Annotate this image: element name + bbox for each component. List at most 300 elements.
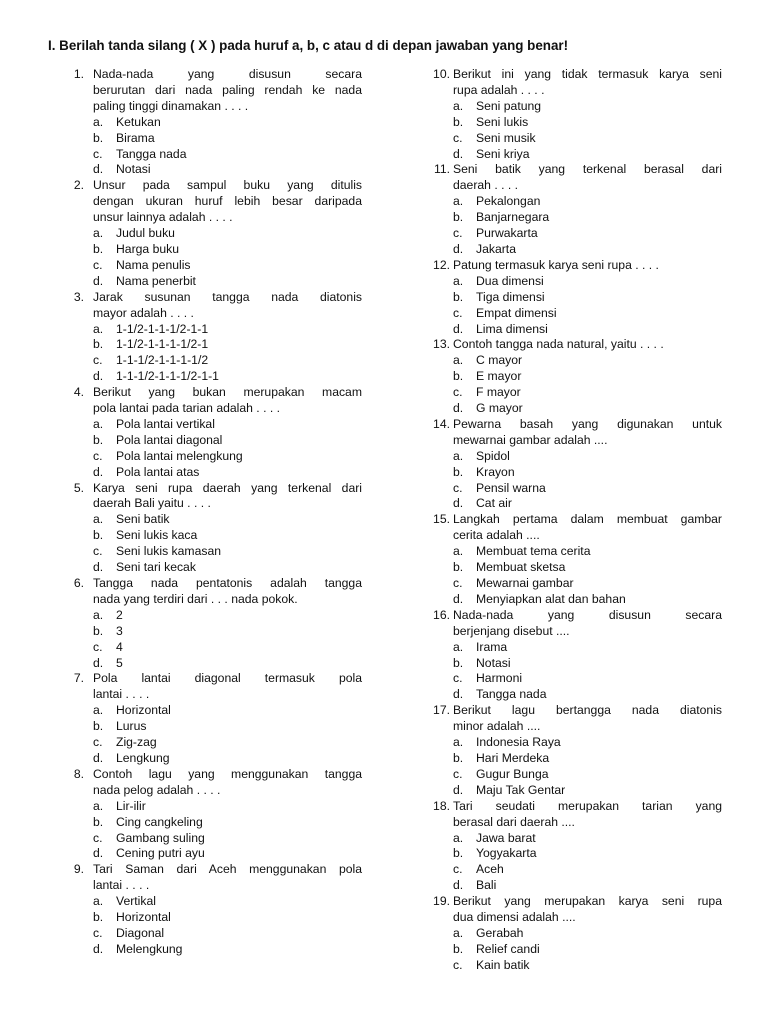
option-text: Yogyakarta [476, 846, 537, 861]
option-letter: c. [453, 305, 463, 320]
option-letter: d. [93, 750, 104, 765]
answer-option[interactable] [453, 958, 722, 974]
answer-option[interactable] [93, 656, 362, 672]
answer-option[interactable] [453, 306, 722, 322]
question-text-line: daerah . . . . [453, 178, 519, 193]
option-letter: d. [93, 162, 104, 177]
question-text-line: lantai . . . . [93, 878, 150, 893]
option-letter: a. [93, 703, 104, 718]
answer-option[interactable] [453, 496, 722, 512]
question-body [93, 481, 362, 576]
option-letter: c. [453, 385, 463, 400]
answer-option[interactable] [93, 258, 362, 274]
question-number: 14. [433, 416, 450, 431]
answer-option[interactable] [93, 274, 362, 290]
option-letter: b. [93, 814, 104, 829]
question-text-line: Jarak susunan tangga nada diatonis [93, 289, 362, 304]
option-text: Nama penulis [116, 257, 191, 272]
option-text: Notasi [116, 162, 151, 177]
answer-option[interactable] [453, 385, 722, 401]
question-column-left [68, 67, 362, 958]
option-text: Lir-ilir [116, 798, 146, 813]
question-number: 1. [73, 67, 84, 81]
question-body [453, 608, 722, 703]
option-text: Krayon [476, 464, 515, 479]
question-text-line: minor adalah .... [453, 719, 541, 734]
question-text-line: Contoh lagu yang menggunakan tangga [93, 766, 362, 781]
option-text: Bali [476, 878, 497, 893]
option-text: Seni lukis kaca [116, 528, 198, 543]
option-letter: b. [93, 337, 104, 352]
option-text: Seni batik [116, 512, 170, 527]
question-text-line: Berikut lagu bertangga nada diatonis [453, 703, 722, 718]
question-body [453, 512, 722, 607]
option-text: Membuat tema cerita [476, 544, 591, 559]
question-text-line: mewarnai gambar adalah .... [453, 432, 608, 447]
option-text: Seni tari kecak [116, 560, 196, 575]
answer-option[interactable] [93, 926, 362, 942]
option-letter: b. [453, 210, 464, 225]
answer-option[interactable] [93, 512, 362, 528]
option-letter: c. [93, 353, 103, 368]
option-text: Empat dimensi [476, 305, 557, 320]
answer-option[interactable] [93, 465, 362, 481]
option-letter: d. [453, 401, 464, 416]
option-letter: d. [453, 782, 464, 797]
option-text: Cing cangkeling [116, 814, 203, 829]
answer-option[interactable] [93, 322, 362, 338]
option-letter: a. [93, 512, 104, 527]
option-text: Kain batik [476, 957, 530, 972]
option-letter: a. [453, 353, 464, 368]
option-text: 1-1-1/2-1-1-1/2-1-1 [116, 369, 219, 384]
option-letter: a. [93, 321, 104, 336]
question-text-line: rupa adalah . . . . [453, 82, 545, 97]
question-body [453, 162, 722, 257]
answer-option[interactable] [453, 274, 722, 290]
option-text: Birama [116, 130, 155, 145]
question-item [427, 337, 722, 417]
option-letter: a. [453, 925, 464, 940]
answer-option[interactable] [93, 115, 362, 131]
question-body [93, 671, 362, 766]
question-number: 8. [73, 766, 84, 781]
question-body [93, 862, 362, 957]
question-body [93, 290, 362, 385]
option-text: Gambang suling [116, 830, 205, 845]
option-letter: a. [453, 273, 464, 288]
question-item [68, 290, 362, 385]
question-item [427, 894, 722, 974]
question-body [93, 67, 362, 178]
option-letter: b. [93, 432, 104, 447]
answer-option[interactable] [453, 115, 722, 131]
answer-option[interactable] [93, 942, 362, 958]
answer-option[interactable] [93, 751, 362, 767]
option-text: Relief candi [476, 941, 540, 956]
answer-option[interactable] [453, 210, 722, 226]
answer-option[interactable] [453, 783, 722, 799]
answer-option[interactable] [93, 544, 362, 560]
option-letter: a. [93, 798, 104, 813]
option-text: Pola lantai melengkung [116, 448, 243, 463]
question-text-line: unsur lainnya adalah . . . . [93, 210, 233, 225]
option-letter: c. [93, 735, 103, 750]
option-text: Pensil warna [476, 480, 546, 495]
question-number: 10. [433, 67, 450, 81]
option-text: Notasi [476, 655, 511, 670]
answer-option[interactable] [93, 433, 362, 449]
answer-option[interactable] [93, 337, 362, 353]
option-letter: a. [453, 830, 464, 845]
question-body [453, 703, 722, 798]
answer-option[interactable] [453, 942, 722, 958]
question-text-line: Karya seni rupa daerah yang terkenal dari [93, 480, 362, 495]
option-text: 5 [116, 655, 123, 670]
option-letter: b. [453, 941, 464, 956]
option-text: Zig-zag [116, 735, 157, 750]
option-letter: c. [93, 146, 103, 161]
option-text: Judul buku [116, 226, 175, 241]
option-text: Menyiapkan alat dan bahan [476, 591, 626, 606]
question-number: 3. [73, 289, 84, 304]
option-letter: c. [453, 862, 463, 877]
option-text: Purwakarta [476, 226, 538, 241]
option-letter: a. [453, 735, 464, 750]
option-letter: c. [453, 957, 463, 972]
answer-option[interactable] [453, 735, 722, 751]
question-text-line: Tangga nada pentatonis adalah tangga [93, 576, 362, 590]
question-text-line: Seni batik yang terkenal berasal dari [453, 162, 722, 177]
question-body [453, 258, 722, 338]
option-text: Vertikal [116, 894, 156, 909]
answer-option[interactable] [93, 162, 362, 178]
option-text: Maju Tak Gentar [476, 782, 566, 797]
option-text: Seni lukis kamasan [116, 544, 221, 559]
question-text-line: Patung termasuk karya seni rupa . . . . [453, 257, 659, 272]
option-text: Aceh [476, 862, 504, 877]
answer-option[interactable] [93, 831, 362, 847]
answer-option[interactable] [93, 608, 362, 624]
question-number: 18. [433, 798, 450, 813]
answer-option[interactable] [453, 481, 722, 497]
answer-option[interactable] [93, 242, 362, 258]
answer-option[interactable] [93, 799, 362, 815]
option-letter: c. [93, 448, 103, 463]
question-text-line: Berikut ini yang tidak termasuk karya seni [453, 67, 722, 81]
option-text: Dua dimensi [476, 273, 544, 288]
question-text-line: Berikut yang merupakan karya seni rupa [453, 894, 722, 909]
option-letter: c. [93, 830, 103, 845]
option-letter: a. [93, 114, 104, 129]
answer-option[interactable] [453, 401, 722, 417]
answer-option[interactable] [93, 369, 362, 385]
question-number: 16. [433, 607, 450, 622]
question-text-line: nada pelog adalah . . . . [93, 782, 221, 797]
option-letter: d. [93, 464, 104, 479]
option-letter: a. [453, 448, 464, 463]
answer-option[interactable] [93, 417, 362, 433]
question-text-line: daerah Bali yaitu . . . . [93, 496, 211, 511]
answer-option[interactable] [453, 831, 722, 847]
option-letter: a. [93, 416, 104, 431]
section-heading: I. Berilah tanda silang ( X ) pada huruf a, b, c atau d di depan jawaban yang benar! [48, 38, 569, 53]
question-number: 15. [433, 512, 450, 527]
answer-option[interactable] [453, 242, 722, 258]
answer-option[interactable] [453, 465, 722, 481]
option-letter: d. [453, 241, 464, 256]
question-item [68, 862, 362, 957]
answer-option[interactable] [453, 322, 722, 338]
answer-option[interactable] [453, 751, 722, 767]
option-text: Spidol [476, 448, 510, 463]
option-text: Pola lantai vertikal [116, 416, 215, 431]
option-letter: b. [453, 464, 464, 479]
option-letter: b. [93, 910, 104, 925]
answer-option[interactable] [93, 131, 362, 147]
option-letter: d. [93, 941, 104, 956]
question-number: 2. [73, 178, 84, 193]
option-letter: b. [453, 655, 464, 670]
question-number: 17. [433, 703, 450, 718]
option-letter: c. [453, 576, 463, 590]
question-number: 13. [433, 337, 450, 352]
question-number: 6. [73, 576, 84, 590]
question-item [427, 799, 722, 894]
option-letter: d. [93, 369, 104, 384]
option-letter: d. [93, 273, 104, 288]
option-text: Harmoni [476, 671, 523, 686]
option-letter: c. [93, 257, 103, 272]
option-text: Ketukan [116, 114, 161, 129]
question-text-line: lantai . . . . [93, 687, 150, 702]
option-text: Tiga dimensi [476, 289, 545, 304]
option-letter: c. [93, 544, 103, 559]
option-letter: b. [93, 719, 104, 734]
answer-option[interactable] [453, 99, 722, 115]
option-text: 1-1-1/2-1-1-1-1/2 [116, 353, 209, 368]
answer-option[interactable] [93, 528, 362, 544]
option-text: Seni kriya [476, 146, 530, 161]
question-text-line: cerita adalah .... [453, 528, 540, 543]
question-text-line: berjenjang disebut .... [453, 623, 570, 638]
answer-option[interactable] [93, 815, 362, 831]
answer-option[interactable] [453, 369, 722, 385]
option-text: Lurus [116, 719, 147, 734]
option-text: Horizontal [116, 703, 171, 718]
answer-option[interactable] [93, 147, 362, 163]
option-letter: d. [453, 878, 464, 893]
question-number: 7. [73, 671, 84, 686]
question-body [93, 767, 362, 862]
option-letter: a. [93, 226, 104, 241]
option-text: Lengkung [116, 750, 170, 765]
question-item [427, 258, 722, 338]
answer-option[interactable] [453, 576, 722, 592]
answer-option[interactable] [453, 131, 722, 147]
answer-option[interactable] [93, 560, 362, 576]
option-text: C mayor [476, 353, 523, 368]
answer-option[interactable] [453, 290, 722, 306]
option-text: Seni lukis [476, 114, 529, 129]
question-item [68, 576, 362, 671]
answer-option[interactable] [453, 878, 722, 894]
question-number: 11. [433, 162, 450, 177]
option-letter: c. [453, 480, 463, 495]
question-item [427, 512, 722, 607]
question-text-line: Contoh tangga nada natural, yaitu . . . . [453, 337, 664, 352]
answer-option[interactable] [453, 640, 722, 656]
question-body [93, 576, 362, 671]
option-letter: a. [93, 607, 104, 622]
question-item [68, 671, 362, 766]
option-letter: c. [453, 130, 463, 145]
question-text-line: berasal dari daerah .... [453, 814, 575, 829]
answer-option[interactable] [453, 767, 722, 783]
answer-option[interactable] [93, 640, 362, 656]
option-letter: b. [93, 528, 104, 543]
option-letter: d. [93, 846, 104, 861]
option-text: Diagonal [116, 925, 165, 940]
answer-option[interactable] [453, 544, 722, 560]
question-number: 9. [73, 862, 84, 877]
answer-option[interactable] [93, 910, 362, 926]
answer-option[interactable] [453, 846, 722, 862]
answer-option[interactable] [453, 560, 722, 576]
option-letter: c. [93, 925, 103, 940]
option-text: Melengkung [116, 941, 183, 956]
answer-option[interactable] [93, 846, 362, 862]
answer-option[interactable] [93, 449, 362, 465]
answer-option[interactable] [453, 656, 722, 672]
question-item [68, 481, 362, 576]
option-text: F mayor [476, 385, 521, 400]
option-text: Nama penerbit [116, 273, 196, 288]
question-number: 5. [73, 480, 84, 495]
question-item [68, 767, 362, 862]
option-text: Pola lantai atas [116, 464, 200, 479]
question-text-line: Nada-nada yang disusun secara [453, 607, 722, 622]
question-text-line: berurutan dari nada paling rendah ke nada [93, 82, 362, 97]
option-text: Gugur Bunga [476, 766, 549, 781]
option-text: 1-1/2-1-1-1-1/2-1 [116, 337, 209, 352]
option-letter: a. [93, 894, 104, 909]
question-text-line: mayor adalah . . . . [93, 305, 194, 320]
answer-option[interactable] [453, 592, 722, 608]
question-text-line: Langkah pertama dalam membuat gambar [453, 512, 722, 527]
option-letter: d. [453, 146, 464, 161]
option-text: Seni patung [476, 98, 542, 113]
option-text: E mayor [476, 369, 522, 384]
option-letter: d. [93, 560, 104, 575]
option-letter: d. [93, 655, 104, 670]
option-text: Harga buku [116, 241, 180, 256]
option-letter: a. [453, 194, 464, 209]
question-text-line: pola lantai pada tarian adalah . . . . [93, 401, 281, 416]
option-letter: b. [453, 369, 464, 384]
answer-option[interactable] [93, 226, 362, 242]
option-letter: a. [453, 639, 464, 654]
option-text: Hari Merdeka [476, 750, 550, 765]
option-letter: c. [93, 639, 103, 654]
option-letter: b. [93, 623, 104, 638]
question-number: 4. [73, 385, 84, 400]
option-text: Tangga nada [476, 687, 547, 702]
option-text: Horizontal [116, 910, 171, 925]
answer-option[interactable] [453, 226, 722, 242]
answer-option[interactable] [93, 703, 362, 719]
option-text: Membuat sketsa [476, 560, 566, 575]
option-text: Pola lantai diagonal [116, 432, 223, 447]
option-text: Jawa barat [476, 830, 536, 845]
answer-option[interactable] [453, 449, 722, 465]
question-text-line: Berikut yang bukan merupakan macam [93, 385, 362, 400]
question-text-line: nada yang terdiri dari . . . nada pokok. [93, 591, 298, 606]
option-letter: d. [453, 591, 464, 606]
question-body [453, 417, 722, 512]
answer-option[interactable] [453, 147, 722, 163]
option-text: Gerabah [476, 925, 524, 940]
option-letter: d. [453, 321, 464, 336]
question-item [427, 608, 722, 703]
option-text: 4 [116, 639, 123, 654]
answer-option[interactable] [453, 687, 722, 703]
answer-option[interactable] [93, 624, 362, 640]
question-item [68, 67, 362, 178]
question-body [453, 337, 722, 417]
option-letter: b. [453, 846, 464, 861]
answer-option[interactable] [93, 894, 362, 910]
question-item [427, 162, 722, 257]
answer-option[interactable] [93, 735, 362, 751]
question-body [93, 178, 362, 289]
question-text-line: Pola lantai diagonal termasuk pola [93, 671, 362, 686]
question-text-line: paling tinggi dinamakan . . . . [93, 98, 249, 113]
option-text: Banjarnegara [476, 210, 550, 225]
option-text: Irama [476, 639, 508, 654]
question-text-line: Tari seudati merupakan tarian yang [453, 798, 722, 813]
question-number: 12. [433, 257, 450, 272]
answer-option[interactable] [453, 671, 722, 687]
question-text-line: dua dimensi adalah .... [453, 910, 576, 925]
option-text: 1-1/2-1-1-1/2-1-1 [116, 321, 209, 336]
answer-option[interactable] [93, 719, 362, 735]
question-text-line: Tari Saman dari Aceh menggunakan pola [93, 862, 362, 877]
question-text-line: Unsur pada sampul buku yang ditulis [93, 178, 362, 193]
option-letter: b. [453, 289, 464, 304]
answer-option[interactable] [453, 862, 722, 878]
question-number: 19. [433, 894, 450, 909]
question-text-line: dengan ukuran huruf lebih besar daripada [93, 194, 362, 209]
question-body [453, 894, 722, 974]
question-text-line: Nada-nada yang disusun secara [93, 67, 362, 81]
answer-option[interactable] [453, 926, 722, 942]
option-letter: b. [453, 114, 464, 129]
option-text: 2 [116, 607, 123, 622]
option-text: Pekalongan [476, 194, 541, 209]
answer-option[interactable] [453, 353, 722, 369]
option-letter: c. [453, 671, 463, 686]
option-text: Indonesia Raya [476, 735, 561, 750]
question-item [427, 67, 722, 162]
option-text: Seni musik [476, 130, 536, 145]
option-text: 3 [116, 623, 123, 638]
answer-option[interactable] [453, 194, 722, 210]
option-letter: a. [453, 544, 464, 559]
option-letter: b. [93, 130, 104, 145]
option-letter: b. [453, 750, 464, 765]
answer-option[interactable] [93, 353, 362, 369]
